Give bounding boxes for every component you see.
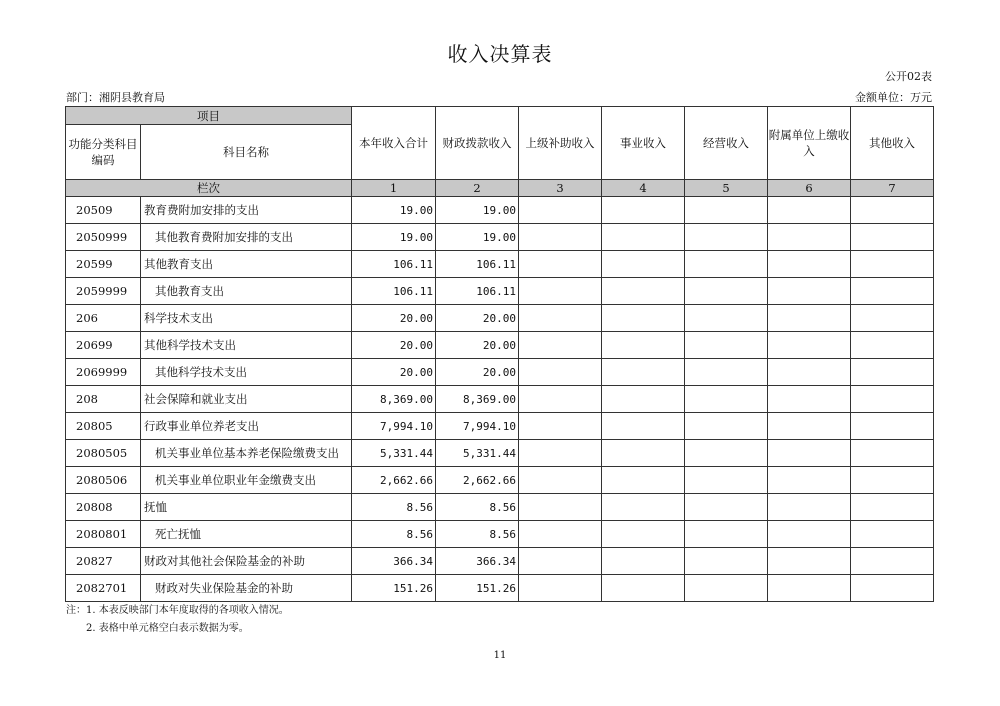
cell-fiscal-income: 20.00	[436, 305, 519, 332]
cell-code: 20599	[66, 251, 141, 278]
table-row	[66, 359, 934, 386]
cell-affiliated-income	[768, 575, 851, 602]
cell-other-income	[851, 440, 934, 467]
col-num-2: 2	[436, 180, 519, 197]
cell-business-income	[602, 197, 685, 224]
cell-code: 20699	[66, 332, 141, 359]
cell-superior-subsidy	[519, 467, 602, 494]
cell-other-income	[851, 359, 934, 386]
cell-other-income	[851, 386, 934, 413]
cell-superior-subsidy	[519, 440, 602, 467]
cell-other-income	[851, 467, 934, 494]
cell-business-income	[602, 548, 685, 575]
cell-business-income	[602, 413, 685, 440]
cell-total-income: 20.00	[352, 305, 436, 332]
cell-total-income: 19.00	[352, 197, 436, 224]
cell-superior-subsidy	[519, 413, 602, 440]
cell-code: 2069999	[66, 359, 141, 386]
table-row	[66, 548, 934, 575]
header-col-1: 本年收入合计	[352, 107, 436, 180]
cell-total-income: 20.00	[352, 332, 436, 359]
cell-total-income: 106.11	[352, 278, 436, 305]
cell-fiscal-income: 8.56	[436, 521, 519, 548]
header-col-2: 财政拨款收入	[436, 107, 519, 180]
cell-code: 20827	[66, 548, 141, 575]
cell-operating-income	[685, 359, 768, 386]
cell-total-income: 151.26	[352, 575, 436, 602]
cell-other-income	[851, 278, 934, 305]
cell-affiliated-income	[768, 521, 851, 548]
cell-affiliated-income	[768, 548, 851, 575]
cell-superior-subsidy	[519, 278, 602, 305]
cell-code: 2059999	[66, 278, 141, 305]
cell-superior-subsidy	[519, 251, 602, 278]
cell-operating-income	[685, 521, 768, 548]
cell-fiscal-income: 8,369.00	[436, 386, 519, 413]
table-row	[66, 224, 934, 251]
cell-name: 教育费附加安排的支出	[141, 197, 352, 224]
cell-code: 20805	[66, 413, 141, 440]
header-item: 项目	[66, 107, 352, 125]
table-row	[66, 521, 934, 548]
cell-superior-subsidy	[519, 224, 602, 251]
cell-name: 其他教育费附加安排的支出	[141, 224, 352, 251]
cell-affiliated-income	[768, 251, 851, 278]
cell-affiliated-income	[768, 494, 851, 521]
table-row	[66, 197, 934, 224]
cell-affiliated-income	[768, 305, 851, 332]
cell-business-income	[602, 278, 685, 305]
cell-fiscal-income: 151.26	[436, 575, 519, 602]
cell-business-income	[602, 575, 685, 602]
table-row	[66, 413, 934, 440]
cell-fiscal-income: 20.00	[436, 332, 519, 359]
cell-superior-subsidy	[519, 494, 602, 521]
cell-code: 20509	[66, 197, 141, 224]
income-table	[65, 106, 934, 602]
cell-affiliated-income	[768, 467, 851, 494]
cell-business-income	[602, 521, 685, 548]
cell-name: 科学技术支出	[141, 305, 352, 332]
cell-other-income	[851, 521, 934, 548]
cell-operating-income	[685, 413, 768, 440]
cell-business-income	[602, 251, 685, 278]
form-number: 公开02表	[885, 70, 932, 83]
cell-name: 机关事业单位基本养老保险缴费支出	[141, 440, 352, 467]
cell-other-income	[851, 494, 934, 521]
header-col-6: 附属单位上缴收入	[768, 107, 851, 180]
cell-business-income	[602, 386, 685, 413]
cell-fiscal-income: 20.00	[436, 359, 519, 386]
cell-other-income	[851, 332, 934, 359]
cell-total-income: 8.56	[352, 494, 436, 521]
cell-fiscal-income: 2,662.66	[436, 467, 519, 494]
cell-name: 财政对其他社会保险基金的补助	[141, 548, 352, 575]
cell-total-income: 5,331.44	[352, 440, 436, 467]
cell-total-income: 8,369.00	[352, 386, 436, 413]
cell-fiscal-income: 106.11	[436, 278, 519, 305]
cell-business-income	[602, 359, 685, 386]
table-row	[66, 332, 934, 359]
cell-code: 2080801	[66, 521, 141, 548]
table-row	[66, 251, 934, 278]
cell-operating-income	[685, 467, 768, 494]
cell-affiliated-income	[768, 359, 851, 386]
cell-business-income	[602, 467, 685, 494]
cell-affiliated-income	[768, 332, 851, 359]
cell-fiscal-income: 8.56	[436, 494, 519, 521]
cell-other-income	[851, 413, 934, 440]
cell-operating-income	[685, 305, 768, 332]
cell-other-income	[851, 251, 934, 278]
cell-total-income: 106.11	[352, 251, 436, 278]
cell-code: 20808	[66, 494, 141, 521]
col-num-6: 6	[768, 180, 851, 197]
cell-code: 2080505	[66, 440, 141, 467]
cell-operating-income	[685, 197, 768, 224]
header-col-5: 经营收入	[685, 107, 768, 180]
cell-operating-income	[685, 494, 768, 521]
cell-affiliated-income	[768, 440, 851, 467]
cell-total-income: 8.56	[352, 521, 436, 548]
page-title: 收入决算表	[447, 42, 553, 66]
cell-superior-subsidy	[519, 332, 602, 359]
table-row	[66, 440, 934, 467]
cell-fiscal-income: 19.00	[436, 197, 519, 224]
cell-affiliated-income	[768, 197, 851, 224]
cell-business-income	[602, 494, 685, 521]
cell-operating-income	[685, 332, 768, 359]
col-num-1: 1	[352, 180, 436, 197]
table-row	[66, 467, 934, 494]
cell-operating-income	[685, 386, 768, 413]
cell-other-income	[851, 197, 934, 224]
cell-code: 2080506	[66, 467, 141, 494]
note-1: 注：1. 本表反映部门本年度取得的各项收入情况。	[66, 605, 289, 616]
cell-code: 2082701	[66, 575, 141, 602]
table-row	[66, 305, 934, 332]
cell-other-income	[851, 305, 934, 332]
cell-superior-subsidy	[519, 521, 602, 548]
cell-other-income	[851, 575, 934, 602]
cell-code: 206	[66, 305, 141, 332]
cell-name: 死亡抚恤	[141, 521, 352, 548]
cell-business-income	[602, 305, 685, 332]
cell-name: 抚恤	[141, 494, 352, 521]
cell-operating-income	[685, 278, 768, 305]
cell-business-income	[602, 440, 685, 467]
cell-affiliated-income	[768, 413, 851, 440]
cell-name: 机关事业单位职业年金缴费支出	[141, 467, 352, 494]
cell-total-income: 19.00	[352, 224, 436, 251]
cell-total-income: 7,994.10	[352, 413, 436, 440]
header-name: 科目名称	[141, 125, 352, 180]
cell-total-income: 366.34	[352, 548, 436, 575]
cell-affiliated-income	[768, 278, 851, 305]
header-col-4: 事业收入	[602, 107, 685, 180]
cell-name: 其他教育支出	[141, 278, 352, 305]
col-num-4: 4	[602, 180, 685, 197]
cell-code: 2050999	[66, 224, 141, 251]
cell-superior-subsidy	[519, 386, 602, 413]
cell-code: 208	[66, 386, 141, 413]
table-row	[66, 386, 934, 413]
cell-total-income: 2,662.66	[352, 467, 436, 494]
cell-operating-income	[685, 251, 768, 278]
cell-fiscal-income: 7,994.10	[436, 413, 519, 440]
cell-superior-subsidy	[519, 359, 602, 386]
cell-name: 行政事业单位养老支出	[141, 413, 352, 440]
table-row	[66, 278, 934, 305]
amount-unit-label: 金额单位：万元	[855, 91, 932, 104]
department-label: 部门：湘阴县教育局	[66, 91, 165, 104]
cell-name: 其他教育支出	[141, 251, 352, 278]
cell-name: 其他科学技术支出	[141, 332, 352, 359]
note-2: 2. 表格中单元格空白表示数据为零。	[86, 623, 249, 634]
cell-superior-subsidy	[519, 575, 602, 602]
header-col-7: 其他收入	[851, 107, 934, 180]
header-col-3: 上级补助收入	[519, 107, 602, 180]
cell-other-income	[851, 548, 934, 575]
cell-name: 财政对失业保险基金的补助	[141, 575, 352, 602]
cell-operating-income	[685, 224, 768, 251]
cell-affiliated-income	[768, 224, 851, 251]
cell-business-income	[602, 332, 685, 359]
cell-fiscal-income: 19.00	[436, 224, 519, 251]
header-code: 功能分类科目编码	[66, 125, 141, 180]
cell-total-income: 20.00	[352, 359, 436, 386]
notes	[66, 602, 289, 638]
cell-name: 社会保障和就业支出	[141, 386, 352, 413]
cell-superior-subsidy	[519, 197, 602, 224]
table-body	[66, 197, 934, 602]
cell-affiliated-income	[768, 386, 851, 413]
col-num-7: 7	[851, 180, 934, 197]
col-num-5: 5	[685, 180, 768, 197]
cell-fiscal-income: 366.34	[436, 548, 519, 575]
cell-operating-income	[685, 548, 768, 575]
cell-name: 其他科学技术支出	[141, 359, 352, 386]
cell-superior-subsidy	[519, 548, 602, 575]
table-row	[66, 575, 934, 602]
cell-fiscal-income: 106.11	[436, 251, 519, 278]
cell-other-income	[851, 224, 934, 251]
table-row	[66, 494, 934, 521]
cell-business-income	[602, 224, 685, 251]
cell-fiscal-income: 5,331.44	[436, 440, 519, 467]
cell-superior-subsidy	[519, 305, 602, 332]
col-num-3: 3	[519, 180, 602, 197]
cell-operating-income	[685, 575, 768, 602]
page-number: 11	[493, 650, 507, 661]
header-lanci: 栏次	[66, 180, 352, 197]
cell-operating-income	[685, 440, 768, 467]
